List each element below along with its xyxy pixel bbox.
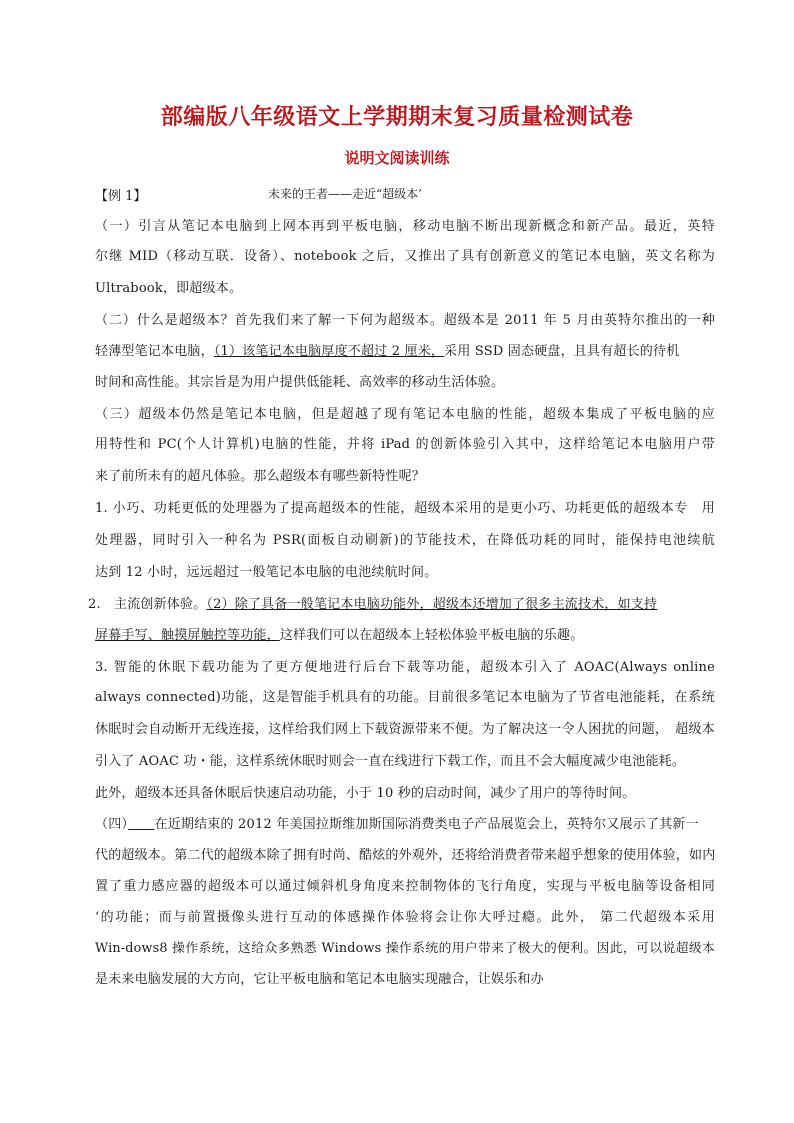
paragraph-2-line-2 — [95, 344, 715, 360]
blank-underline — [128, 817, 154, 832]
paragraph-4-line-2: 代的超级本。第二代的超级本除了拥有时尚、酷炫的外观外，还将给消费者带来超乎想象的使用体验，如内 — [95, 848, 716, 863]
paragraph-3-line-3: 来了前所未有的超凡体验。那么超级本有哪些新特性呢？ — [95, 469, 426, 484]
item-3-line-4: 引入了 AOAC 功・能，这样系统休眠时则会一直在线进行下载工作，而且不会大幅度减少电池能耗。 — [95, 754, 686, 769]
paragraph-4-line-3: 置了重力感应器的超级本可以通过倾斜机身角度来控制物体的飞行角度，实现与平板电脑等设备相同 — [95, 879, 715, 894]
item-1-line-2: 处理器，同时引入一种名为 PSR(面板自动刷新)的节能技术，在降低功耗的同时，能保持电池续航 — [95, 533, 715, 548]
paragraph-4-line-4: ‘的功能；而与前置摄像头进行互动的体感操作体验将会让你大呼过瘾。此外， 第二代超级本采用 — [95, 910, 715, 925]
paragraph-4-label: （四） — [95, 817, 129, 832]
underlined-sentence-2-cont: 屏幕手写、触摸屏触控等功能， — [95, 628, 280, 643]
paragraph-3-line-2: 用特性和 PC(个人计算机)电脑的性能，并将 iPad 的创新体验引入其中，这样给笔记本电脑用户带 — [95, 437, 715, 452]
paragraph-3-line-1: （三）超级本仍然是笔记本电脑，但是超越了现有笔记本电脑的性能，超级本集成了平板电脑的应 — [95, 407, 715, 422]
paragraph-2-text-cont: 采用 SSD 固态硬盘，且具有超长的待机 — [444, 344, 680, 359]
item-3-line-3: 休眠时会自动断开无线连接，这样给我们网上下载资源带来不便。为了解决这一令人困扰的问题， 超级本 — [95, 722, 715, 737]
paragraph-4-line-1 — [95, 817, 715, 833]
underlined-sentence-1: （1）该笔记本电脑厚度不超过 2 厘米， — [213, 344, 445, 359]
page-title: 部编版八年级语文上学期期末复习质量检测试卷 — [160, 105, 634, 130]
item-1-line-3: 达到 12 小时，远远超过一般笔记本电脑的电池续航时间。 — [95, 565, 438, 580]
paragraph-4-text: 在近期结束的 2012 年美国拉斯维加斯国际消费类电子产品展览会上，英特尔又展示了其新一 — [154, 817, 699, 832]
item-3-line-5: 此外，超级本还具备休眠后快速启动功能，小于 10 秒的启动时间，减少了用户的等待时间。 — [95, 786, 636, 801]
paragraph-1-line-3: Ultrabook，即超级本。 — [95, 281, 243, 296]
article-title: 未来的王者——走近“超级本’ — [268, 187, 422, 201]
item-3-line-1: 3. 智能的休眠下载功能为了更方便地进行后台下载等功能，超级本引入了 AOAC(Always online — [95, 660, 715, 675]
paragraph-4-line-5: Win-dows8 操作系统，这给众多熟悉 Windows 操作系统的用户带来了极大的便利。因此，可以说超级本 — [95, 941, 715, 956]
paragraph-1-line-2: 尔继 MID（移动互联．设备）、notebook 之后，又推出了具有创新意义的笔记本电脑，英文名称为 — [95, 249, 715, 264]
paragraph-2-line-1: （二）什么是超级本？首先我们来了解一下何为超级本。超级本是 2011 年 5 月由英特尔推出的一种 — [95, 313, 715, 328]
example-label: 【例 1】 — [95, 189, 147, 204]
item-2-text: 这样我们可以在超级本上轻松体验平板电脑的乐趣。 — [279, 628, 584, 643]
paragraph-2-text: 轻薄型笔记本电脑， — [95, 344, 214, 359]
item-2-heading: 2. 主流创新体验。 — [88, 597, 207, 612]
page-subtitle: 说明文阅读训练 — [344, 149, 450, 167]
paragraph-2-line-3: 时间和高性能。其宗旨是为用户提供低能耗、高效率的移动生活体验。 — [95, 375, 505, 390]
item-2-line-2 — [95, 628, 715, 644]
paragraph-4-line-6: 是未来电脑发展的大方向，它让平板电脑和笔记本电脑实现融合，让娱乐和办 — [95, 972, 544, 987]
item-1-line-1: 1. 小巧、功耗更低的处理器为了提高超级本的性能，超级本采用的是更小巧、功耗更低的超级本专 用 — [95, 501, 715, 516]
paragraph-1-line-1: （一）引言从笔记本电脑到上网本再到平板电脑，移动电脑不断出现新概念和新产品。最近，英特 — [95, 219, 715, 234]
item-2-line-1 — [88, 597, 708, 613]
underlined-sentence-2: （2）除了具备一般笔记本电脑功能外，超级本还增加了很多主流技术，如支持 — [206, 597, 658, 612]
item-3-line-2: always connected)功能，这是智能手机具有的功能。目前很多笔记本电脑为了节省电池能耗，在系统 — [95, 690, 715, 705]
